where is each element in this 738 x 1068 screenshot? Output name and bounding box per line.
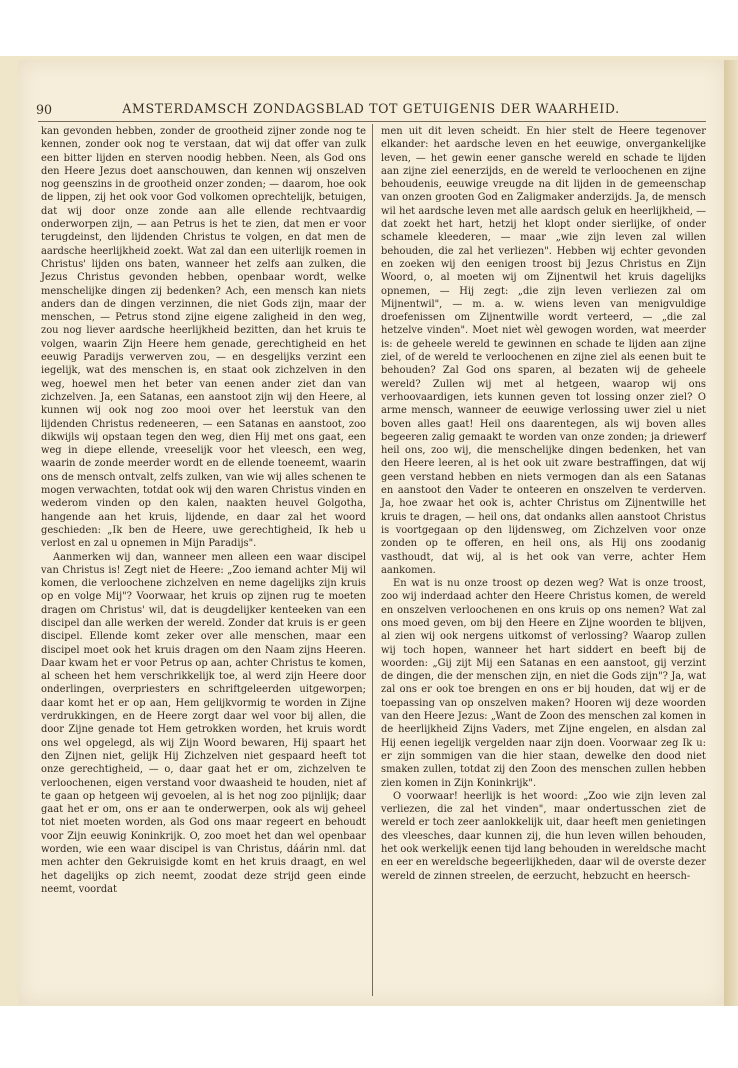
paragraph: kan gevonden hebben, zonder de grootheid zijner zonde nog te kennen, zonder ook nog te verstaan, dat wij dat offer van zulk een bitter lijden en sterven noodig hebben. Neen, als God ons den Heere Jezus doet aanschouwen, dan kennen wij onszelven nog geenszins in de grootheid onzer zonden; — daarom, hoe ook de lippen, zij het ook voor God volkomen oprechtelijk, betuigen, dat wij door onze zonde aan alle ellende rechtvaardig onderworpen zijn, — aan Petrus is het te zien, dat men er voor terugdeinst, den lijdenden Christus te volgen, en dat men de aardsche heerlijkheid zoekt. Wat zal dan een uiterlijk roemen in Christus' lijden ons baten, wanneer het zelfs aan zulken, die Jezus Christus gevonden hebben, openbaar wordt, welke menschelijke dingen zij bedenken? Ach, een mensch kan niets anders dan de dingen verzinnen, die niet Gods zijn, maar der menschen, — Petrus stond zijne eigene zaligheid in den weg, zou nog liever aardsche heerlijkheid bezitten, dan het kruis te volgen, waarin Zijn Heere hem genade, gerechtigheid en het eeuwig Paradijs verwerven zou, — en desgelijks verzint een iegelijk, wat des menschen is, en staat ook zichzelven in den weg, hoewel men het beter van eenen ander ziet dan van zichzelven. Ja, een Satanas, een aanstoot zijn wij den Heere, al kunnen wij ook nog zoo mooi over het leerstuk van den lijdenden Christus redeneeren, — een Satanas en aanstoot, zoo dikwijls wij opstaan tegen den weg, dien Hij met ons gaat, een weg in diepe ellende, vreeselijk voor het vleesch, een weg, waarin de zonde meerder wordt en de ellende toeneemt, waarin ons de mensch ontvalt, zelfs zulken, van wie wij alles schenen te mogen verwachten, totdat ook wij den waren Christus vinden en wederom vinden op den kalen, naakten heuvel Golgotha, hangende aan het kruis, lijdende, en daar zal het woord geschieden: „Ik ben de Heere, uwe gerechtigheid, Ik heb u verlost en zal u opnemen in Mijn Paradijs". bbox=[41, 126, 366, 550]
running-head: AMSTERDAMSCH ZONDAGSBLAD TOT GETUIGENIS DER WAARHEID. bbox=[122, 101, 620, 116]
page-number: 90 bbox=[36, 102, 53, 117]
header-rule bbox=[38, 121, 706, 122]
paragraph: men uit dit leven scheidt. En hier stelt de Heere tegenover elkander: het aardsche leven en het eeuwige, onvergankelijke leven, — het gewin eener gansche wereld en schade te lijden aan zijne ziel eenerzijds, en de wereld te verloochenen en zijne behoudenis, eeuwige vreugde na dit lijden in de gemeenschap van onzen grooten God en Zaligmaker anderzijds. Ja, de mensch wil het aardsche leven met alle aardsch geluk en heerlijkheid, — dat zoekt het hart, hetzij het klopt onder sierlijke, of onder schamele kleederen, — maar „wie zijn leven zal willen behouden, die zal het verliezen". Hebben wij echter gevonden en zoeken wij den eenigen troost bij Jezus Christus en Zijn Woord, o, al moeten wij om Zijnentwil het kruis dagelijks opnemen, — Hij zegt: „die zijn leven verliezen zal om Mijnentwil", — m. a. w. wiens leven van menigvuldige droefenissen om Zijnentwille wordt verteerd, — „die zal hetzelve vinden". Moet niet wèl gewogen worden, wat meerder is: de geheele wereld te gewinnen en schade te lijden aan zijne ziel, of de wereld te verloochenen en zijne ziel als eenen buit te behouden? Zal God ons sparen, al bezaten wij de geheele wereld? Zullen wij met al hetgeen, waarop wij ons verhoovaardigen, iets kunnen geven tot lossing onzer ziel? O arme mensch, wanneer de eeuwige verlossing uwer ziel u niet boven alles gaat! Heil ons daarentegen, als wij boven alles begeeren zalig gemaakt te worden van onze zonden; ja driewerf heil ons, zoo wij, die menschelijke dingen bedenken, het van den Heere leeren, al is het ook uit zware bestraffingen, dat wij geen verstand hebben en niets vermogen dan als een Satanas en aanstoot den Vader te onteeren en onszelven te verderven. Ja, hoe zwaar het ook is, achter Christus om Zijnentwille het kruis te dragen, — heil ons, dat ondanks allen aanstoot Christus is voortgegaan op den lijdensweg, om Zichzelven voor onze zonden op te offeren, en heil ons, als Hij ons zoodanig vasthoudt, dat wij, al is het ook van verre, achter Hem aankomen. bbox=[381, 126, 706, 576]
page-edge-shadow bbox=[724, 60, 738, 1006]
right-column bbox=[381, 125, 706, 883]
page-header bbox=[36, 100, 706, 120]
column-divider bbox=[372, 124, 373, 996]
left-column bbox=[41, 125, 366, 896]
paragraph: En wat is nu onze troost op dezen weg? Wat is onze troost, zoo wij inderdaad achter den Heere Christus komen, de wereld en onszelven verloochenen en ons kruis op ons nemen? Wat zal ons moed geven, om bij den Heere en Zijne woorden te blijven, al zien wij ook nergens uitkomst of verlossing? Waarop zullen wij toch hopen, wanneer het hart siddert en beeft bij de woorden: „Gij zijt Mij een Satanas en een aanstoot, gij verzint de dingen, die der menschen zijn, en niet die Gods zijn"? Ja, wat zal ons er ook toe brengen en ons er bij houden, dat wij er de toepassing van op onszelven maken? Hooren wij deze woorden van den Heere Jezus: „Want de Zoon des menschen zal komen in de heerlijkheid Zijns Vaders, met Zijne engelen, en alsdan zal Hij eenen iegelijk vergelden naar zijn doen. Voorwaar zeg Ik u: er zijn sommigen van die hier staan, dewelke den dood niet smaken zullen, totdat zij den Zoon des menschen zullen hebben zien komen in Zijn Koninkrijk". bbox=[381, 578, 706, 789]
paragraph: O voorwaar! heerlijk is het woord: „Zoo wie zijn leven zal verliezen, die zal het vinden", maar ondertusschen ziet de wereld er toch zeer aanlokkelijk uit, daar heeft men genietingen des vleesches, daar kunnen zij, die hun leven willen behouden, het ook werkelijk eenen tijd lang behouden in wereldsche macht en eer en wereldsche begeerlijkheden, daar wil de overste dezer wereld de zinnen streelen, de eerzucht, hebzucht en heersch- bbox=[381, 790, 706, 882]
paragraph: Aanmerken wij dan, wanneer men alleen een waar discipel van Christus is! Zegt niet de Heere: „Zoo iemand achter Mij wil komen, die verloochene zichzelven en neme dagelijks zijn kruis op en volge Mij"? Voorwaar, het kruis op zijnen rug te moeten dragen om Christus' wil, dat is deugdelijker kenteeken van een discipel dan alle werken der wereld. Zonder dat kruis is er geen discipel. Ellende komt zeker over alle menschen, maar een discipel moet ook het kruis dragen om den Naam zijns Heeren. Daar kwam het er voor Petrus op aan, achter Christus te komen, al scheen het hem verschrikkelijk toe, al werd zijn Heere door onderlingen, overpriesters en schriftgeleerden uitgeworpen; daar komt het er op aan, Hem gelijkvormig te worden in Zijne verdrukkingen, en de Heere zorgt daar wel voor bij allen, die door Zijne genade tot Hem getrokken worden, het kruis wordt ons wel opgelegd, als wij Zijn Woord bewaren, Hij spaart het den Zijnen niet, gelijk Hij Zichzelven niet gespaard heeft tot onze gerechtigheid, — o, daar gaat het er om, zichzelven te verloochenen, eigen verstand voor dwaasheid te houden, niet af te gaan op hetgeen wij gevoelen, al is het nog zoo pijnlijk; daar gaat het er om, ons er aan te onderwerpen, ook als wij geheel tot niet moeten worden, als God ons maar regeert en behoudt voor Zijn eeuwig Koninkrijk. O, zoo moet het dan wel openbaar worden, wie een waar discipel is van Christus, dáárin nml. dat men achter den Gekruisigde komt en het kruis draagt, en wel het dagelijks op zich neemt, zoodat deze strijd geen einde neemt, voordat bbox=[41, 551, 366, 895]
